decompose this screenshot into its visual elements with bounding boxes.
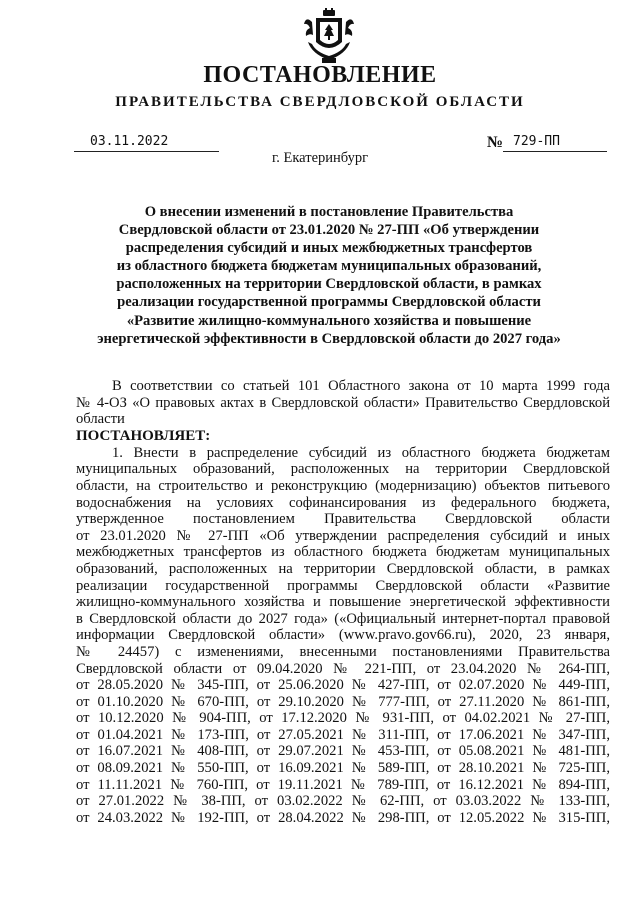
clause-line: от 27.01.2022 № 38-ПП, от 03.02.2022 № 62-ПП, от 03.03.2022 № 133-ПП, (76, 793, 610, 810)
heading-line: «Развитие жилищно-коммунального хозяйства и повышение (126, 312, 532, 329)
clause-line: в Свердловской области до 2027 года» («Официальный интернет-портал правовой (76, 610, 610, 627)
decree-word: ПОСТАНОВЛЯЕТ: (76, 427, 211, 444)
clause-line: информации Свердловской области» (www.pravo.gov66.ru), 2020, 23 января, (76, 627, 610, 644)
preamble (76, 378, 610, 428)
coat-of-arms-emblem (302, 8, 356, 64)
clause-line: жилищно-коммунального хозяйства и повышение энергетической эффективности (76, 594, 610, 611)
heading-line: из областного бюджета бюджетам муниципальных образований, (116, 258, 542, 275)
document-body (76, 378, 610, 826)
clause-line: области, на строительство и реконструкцию (модернизацию) объектов питьевого (76, 477, 610, 494)
clause-line: от 01.04.2021 № 173-ПП, от 27.05.2021 № 311-ПП, от 17.06.2021 № 347-ПП, (76, 726, 610, 743)
clause-line: № 24457) с изменениями, внесенными постановлениями Правительства (76, 643, 610, 660)
clause-line: от 24.03.2022 № 192-ПП, от 28.04.2022 № 298-ПП, от 12.05.2022 № 315-ПП, (76, 809, 610, 826)
clause-line: водоснабжения на условиях софинансирования из федерального бюджета, (76, 494, 610, 511)
clause-line: от 01.10.2020 № 670-ПП, от 29.10.2020 № 777-ПП, от 27.11.2020 № 861-ПП, (76, 693, 610, 710)
heading-line: расположенных на территории Свердловской области, в рамках (116, 276, 542, 293)
clause-line: от 10.12.2020 № 904-ПП, от 17.12.2020 № 931-ПП, от 04.02.2021 № 27-ПП, (76, 710, 610, 727)
clause-1 (76, 445, 610, 827)
clause-line: реализации государственной программы Свердловской области «Развитие (76, 577, 610, 594)
heading-line: О внесении изменений в постановление Правительства (144, 204, 514, 220)
clause-line: от 08.09.2021 № 550-ПП, от 16.09.2021 № 589-ПП, от 28.10.2021 № 725-ПП, (76, 760, 610, 777)
preamble-line: В соответствии со статьей 101 Областного закона от 10 марта 1999 года (112, 378, 610, 394)
number-sign: № (487, 134, 504, 151)
heading-line: реализации государственной программы Свердловской области (117, 294, 541, 311)
clause-line: от 11.11.2021 № 760-ПП, от 19.11.2021 № 789-ПП, от 16.12.2021 № 894-ПП, (76, 776, 610, 793)
preamble-line: № 4-ОЗ «О правовых актах в Свердловской области» Правительство Свердловской (76, 394, 610, 411)
clause-line: образований, расположенных на территории Свердловской области, в рамках (76, 560, 610, 577)
heading-line: Свердловской области от 23.01.2020 № 27-ПП «Об утверждении (118, 222, 540, 239)
document-title: ПОСТАНОВЛЕНИЕ (203, 62, 437, 88)
heading-line: энергетической эффективности в Свердловской области до 2027 года» (97, 330, 561, 347)
clause-line: от 23.01.2020 № 27-ПП «Об утверждении распределения субсидий и иных (76, 527, 610, 544)
clause-line: Свердловской области от 09.04.2020 № 221-ПП, от 23.04.2020 № 264-ПП, (76, 660, 610, 677)
clause-line: утвержденное постановлением Правительства Свердловской области (76, 511, 610, 528)
document-number: 729-ПП (503, 134, 607, 152)
document-date: 03.11.2022 (74, 134, 219, 152)
clause-line: от 28.05.2020 № 345-ПП, от 25.06.2020 № 427-ПП, от 02.07.2020 № 449-ПП, (76, 677, 610, 694)
clause-line: 1. Внести в распределение субсидий из областного бюджета бюджетам (112, 444, 610, 461)
clause-line: муниципальных образований, расположенных на территории Свердловской (76, 461, 610, 478)
city: г. Екатеринбург (271, 150, 369, 166)
clause-line: межбюджетных трансфертов из областного бюджета бюджетам муниципальных (76, 544, 610, 561)
preamble-line: области (76, 411, 125, 428)
clause-line: от 16.07.2021 № 408-ПП, от 29.07.2021 № 453-ПП, от 05.08.2021 № 481-ПП, (76, 743, 610, 760)
issuing-authority: ПРАВИТЕЛЬСТВА СВЕРДЛОВСКОЙ ОБЛАСТИ (115, 94, 525, 110)
document-heading (70, 203, 588, 348)
heading-line: распределения субсидий и иных межбюджетных трансфертов (125, 240, 533, 257)
